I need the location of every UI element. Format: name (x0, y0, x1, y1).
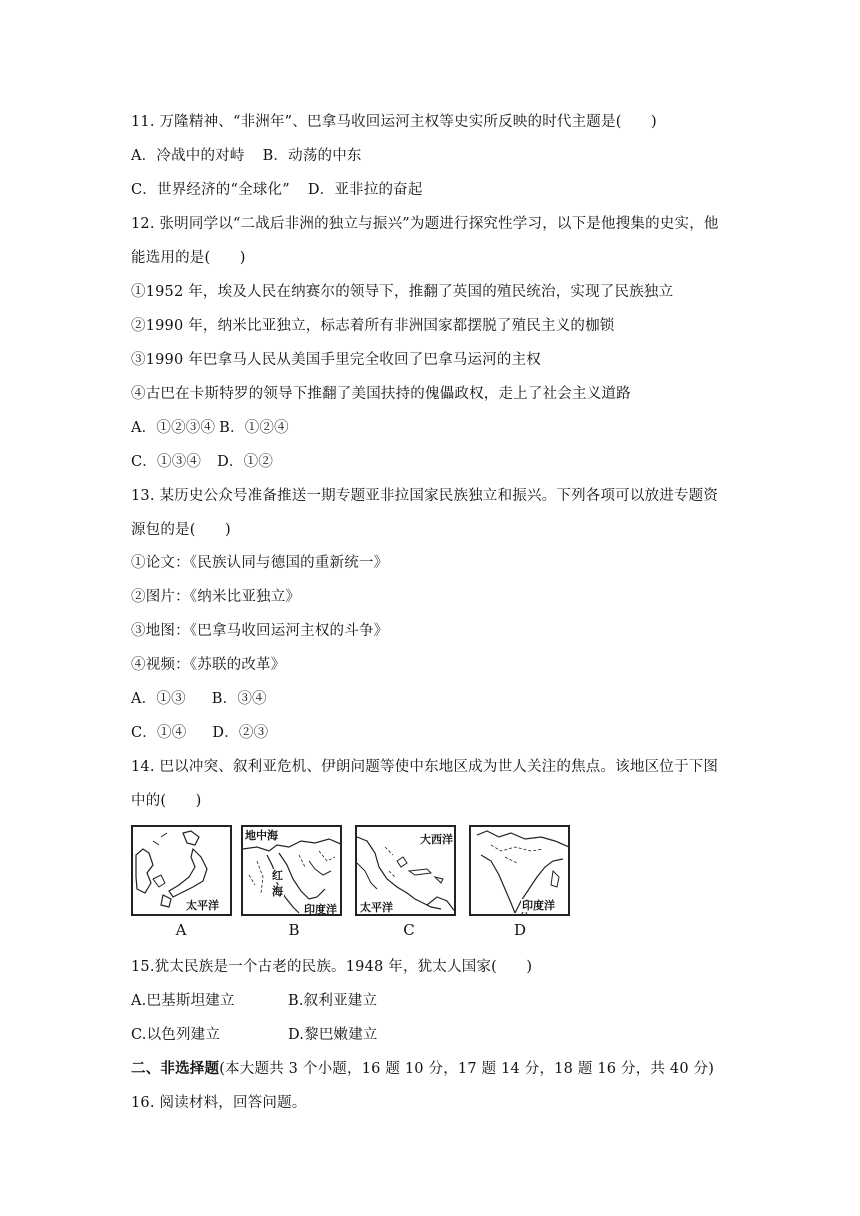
map-d-label-indian-ocean: 印度洋 (522, 899, 555, 912)
q16-stem: 16. 阅读材料，回答问题。 (131, 1095, 307, 1111)
section2-title: 二、非选择题 (131, 1060, 220, 1077)
q14-stem-line2: 中的( ) (131, 793, 202, 809)
map-a-japan (131, 825, 232, 916)
q13-option-a: A．①③ (131, 691, 186, 707)
q11-option-d: D．亚非拉的奋起 (307, 182, 423, 198)
q13-item-1: ①论文：《民族认同与德国的重新统一》 (131, 555, 389, 571)
q13-item-3: ③地图：《巴拿马收回运河主权的斗争》 (131, 623, 389, 639)
q12-item-4: ④古巴在卡斯特罗的领导下推翻了美国扶持的傀儡政权，走上了社会主义道路 (131, 386, 631, 402)
q11-option-b: B．动荡的中东 (262, 148, 362, 164)
q15-option-b: B.叙利亚建立 (288, 993, 378, 1009)
q13-option-c: C．①④ (131, 725, 187, 741)
q12-option-c: C．①③④ (131, 454, 202, 470)
q12-item-1: ①1952 年，埃及人民在纳赛尔的领导下，推翻了英国的殖民统治，实现了民族独立 (131, 284, 674, 300)
section2-note: (本大题共 3 个小题，16 题 10 分，17 题 14 分，18 题 16 分，共 40 分) (219, 1061, 715, 1077)
q15-option-a: A.巴基斯坦建立 (131, 993, 235, 1009)
map-b-label-indian-ocean: 印度洋 (304, 903, 337, 916)
q13-stem-line2: 源包的是( ) (131, 522, 231, 538)
map-a-label-pacific: 太平洋 (186, 899, 219, 912)
map-letter-a: A (175, 921, 187, 939)
q13-option-b: B．③④ (211, 691, 267, 707)
q15-option-c: C.以色列建立 (131, 1027, 221, 1043)
section2-heading (131, 1059, 714, 1079)
q12-option-b: B．①②④ (219, 420, 289, 436)
map-letter-d: D (513, 921, 527, 939)
map-c-label-atlantic: 大西洋 (420, 833, 453, 846)
map-letter-b: B (288, 921, 300, 939)
q15-stem: 15.犹太民族是一个古老的民族。1948 年，犹太人国家( ) (131, 959, 533, 975)
q13-options-row1 (131, 689, 267, 709)
map-d-india (469, 825, 570, 916)
q11-option-a: A．冷战中的对峙 (131, 148, 245, 164)
q12-option-d: D．①② (217, 454, 274, 470)
q13-option-d: D．②③ (212, 725, 269, 741)
q15-option-d: D.黎巴嫩建立 (288, 1027, 378, 1043)
map-b-middle-east (241, 825, 342, 916)
map-letter-c: C (403, 921, 415, 939)
q15-options-row1 (131, 991, 377, 1011)
q13-options-row2 (131, 723, 268, 743)
map-c-central-america (355, 825, 456, 916)
q12-option-a: A．①②③④ (131, 420, 216, 436)
map-b-label-sea: 海 (272, 885, 283, 898)
q14-map-figure (131, 825, 576, 945)
q12-options-row1 (131, 418, 289, 438)
q15-options-row2 (131, 1025, 378, 1045)
q11-stem: 11. 万隆精神、“非洲年”、巴拿马收回运河主权等史实所反映的时代主题是( ) (131, 114, 657, 130)
q14-stem-line1: 14. 巴以冲突、叙利亚危机、伊朗问题等使中东地区成为世人关注的焦点。该地区位于下图 (131, 759, 719, 775)
q12-item-3: ③1990 年巴拿马人民从美国手里完全收回了巴拿马运河的主权 (131, 352, 542, 368)
q11-option-c: C．世界经济的“全球化” (131, 182, 290, 198)
q11-options-row1 (131, 146, 362, 166)
q13-item-2: ②图片：《纳米比亚独立》 (131, 589, 301, 605)
q12-stem-line2: 能选用的是( ) (131, 250, 246, 266)
map-b-label-red: 红 (272, 869, 283, 882)
q12-options-row2 (131, 452, 273, 472)
q13-item-4: ④视频：《苏联的改革》 (131, 657, 286, 673)
q13-stem-line1: 13. 某历史公众号准备推送一期专题亚非拉国家民族独立和振兴。下列各项可以放进专题资 (131, 488, 719, 504)
q12-item-2: ②1990 年，纳米比亚独立，标志着所有非洲国家都摆脱了殖民主义的枷锁 (131, 318, 615, 334)
map-c-label-pacific: 太平洋 (360, 901, 393, 914)
q12-stem-line1: 12. 张明同学以“二战后非洲的独立与振兴”为题进行探究性学习，以下是他搜集的史实，他 (131, 216, 719, 232)
map-b-label-mediterranean: 地中海 (245, 829, 278, 842)
q11-options-row2 (131, 180, 423, 200)
